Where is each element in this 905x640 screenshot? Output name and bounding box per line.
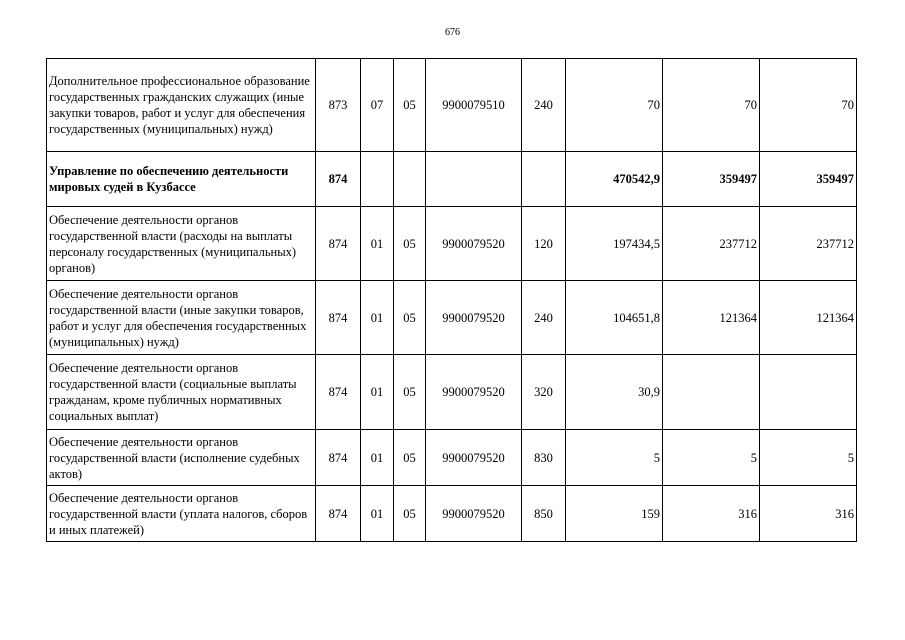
row-vr: 240 bbox=[522, 59, 566, 152]
row-rz: 01 bbox=[361, 430, 394, 486]
row-year3 bbox=[760, 355, 857, 430]
row-name: Дополнительное профессиональное образование государственных гражданских служащих (иные закупки товаров, работ и услуг для обеспечения государственных (муниципальных) нужд) bbox=[47, 59, 316, 152]
row-rz bbox=[361, 152, 394, 207]
row-name: Обеспечение деятельности органов государственной власти (исполнение судебных актов) bbox=[47, 430, 316, 486]
row-year2: 359497 bbox=[663, 152, 760, 207]
row-name: Обеспечение деятельности органов государственной власти (уплата налогов, сборов и иных платежей) bbox=[47, 486, 316, 542]
table-row bbox=[47, 152, 857, 207]
row-year1: 70 bbox=[566, 59, 663, 152]
table-row bbox=[47, 355, 857, 430]
row-pr: 05 bbox=[394, 207, 426, 281]
row-rz: 01 bbox=[361, 207, 394, 281]
row-year2: 70 bbox=[663, 59, 760, 152]
row-year1: 470542,9 bbox=[566, 152, 663, 207]
row-csr: 9900079520 bbox=[426, 207, 522, 281]
row-csr: 9900079510 bbox=[426, 59, 522, 152]
row-year2 bbox=[663, 355, 760, 430]
row-year3: 70 bbox=[760, 59, 857, 152]
row-pr bbox=[394, 152, 426, 207]
row-year2: 121364 bbox=[663, 281, 760, 355]
row-year2: 5 bbox=[663, 430, 760, 486]
row-vr: 320 bbox=[522, 355, 566, 430]
row-name: Обеспечение деятельности органов государственной власти (расходы на выплаты персоналу государственных (муниципальных) органов) bbox=[47, 207, 316, 281]
row-csr bbox=[426, 152, 522, 207]
row-year3: 316 bbox=[760, 486, 857, 542]
row-year1: 30,9 bbox=[566, 355, 663, 430]
table-row bbox=[47, 430, 857, 486]
row-rz: 01 bbox=[361, 355, 394, 430]
row-csr: 9900079520 bbox=[426, 281, 522, 355]
row-vr: 240 bbox=[522, 281, 566, 355]
row-year3: 121364 bbox=[760, 281, 857, 355]
row-csr: 9900079520 bbox=[426, 430, 522, 486]
row-vr: 850 bbox=[522, 486, 566, 542]
row-pr: 05 bbox=[394, 59, 426, 152]
row-year3: 359497 bbox=[760, 152, 857, 207]
row-vr: 120 bbox=[522, 207, 566, 281]
row-pr: 05 bbox=[394, 281, 426, 355]
row-year1: 197434,5 bbox=[566, 207, 663, 281]
row-ved: 874 bbox=[316, 152, 361, 207]
row-year3: 237712 bbox=[760, 207, 857, 281]
row-year2: 316 bbox=[663, 486, 760, 542]
row-vr: 830 bbox=[522, 430, 566, 486]
row-rz: 07 bbox=[361, 59, 394, 152]
row-ved: 874 bbox=[316, 355, 361, 430]
row-year1: 104651,8 bbox=[566, 281, 663, 355]
row-pr: 05 bbox=[394, 430, 426, 486]
row-name: Управление по обеспечению деятельности мировых судей в Кузбассе bbox=[47, 152, 316, 207]
row-name: Обеспечение деятельности органов государственной власти (социальные выплаты гражданам, кроме публичных нормативных социальных выплат) bbox=[47, 355, 316, 430]
row-ved: 874 bbox=[316, 430, 361, 486]
page-number: 676 bbox=[445, 27, 460, 38]
row-csr: 9900079520 bbox=[426, 355, 522, 430]
row-rz: 01 bbox=[361, 486, 394, 542]
row-ved: 874 bbox=[316, 207, 361, 281]
budget-table bbox=[46, 58, 857, 542]
row-ved: 874 bbox=[316, 281, 361, 355]
table-row bbox=[47, 281, 857, 355]
row-name: Обеспечение деятельности органов государственной власти (иные закупки товаров, работ и услуг для обеспечения государственных (муниципальных) нужд) bbox=[47, 281, 316, 355]
row-ved: 873 bbox=[316, 59, 361, 152]
row-vr bbox=[522, 152, 566, 207]
row-ved: 874 bbox=[316, 486, 361, 542]
row-year1: 5 bbox=[566, 430, 663, 486]
table-row bbox=[47, 207, 857, 281]
row-year1: 159 bbox=[566, 486, 663, 542]
table-row bbox=[47, 486, 857, 542]
table-row bbox=[47, 59, 857, 152]
row-pr: 05 bbox=[394, 355, 426, 430]
row-csr: 9900079520 bbox=[426, 486, 522, 542]
row-year2: 237712 bbox=[663, 207, 760, 281]
row-rz: 01 bbox=[361, 281, 394, 355]
row-pr: 05 bbox=[394, 486, 426, 542]
row-year3: 5 bbox=[760, 430, 857, 486]
